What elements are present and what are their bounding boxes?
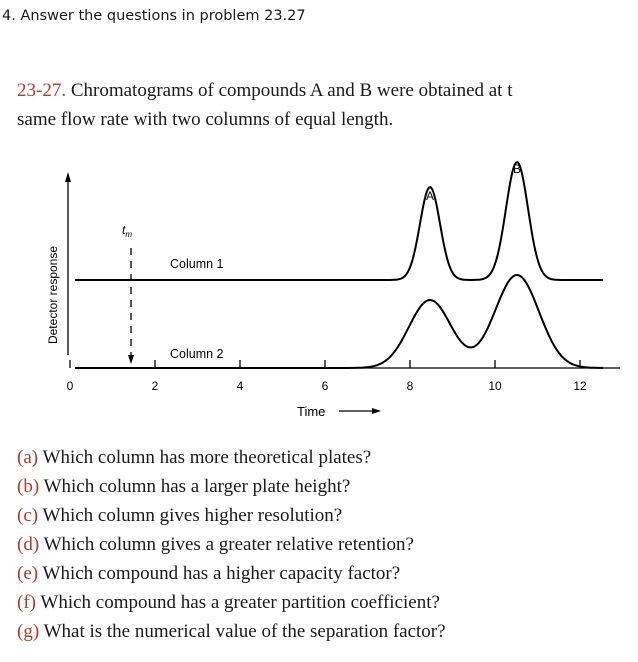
question-text: What is the numerical value of the separation factor? bbox=[43, 621, 446, 642]
chromatogram-figure bbox=[0, 150, 638, 430]
y-axis-label: Detector response bbox=[46, 245, 60, 345]
time-arrowhead bbox=[372, 408, 381, 414]
column-1-trace bbox=[75, 162, 603, 280]
question-text: Which column gives higher resolution? bbox=[42, 505, 343, 526]
column-2-label: Column 2 bbox=[170, 347, 224, 361]
x-tick-label: 12 bbox=[573, 379, 587, 393]
problem-statement bbox=[17, 76, 638, 134]
x-tick-label: 2 bbox=[151, 379, 159, 393]
question-list bbox=[17, 443, 446, 646]
question-item bbox=[17, 472, 446, 501]
question-letter: (a) bbox=[17, 447, 39, 468]
y-axis-arrowhead bbox=[65, 172, 71, 182]
tm-label: $t_m$ bbox=[122, 223, 133, 239]
problem-number: 23-27. bbox=[17, 80, 67, 101]
question-item bbox=[17, 588, 446, 617]
question-item bbox=[17, 530, 446, 559]
column-2-trace bbox=[75, 275, 603, 368]
question-letter: (d) bbox=[17, 534, 40, 555]
problem-text-1: Chromatograms of compounds A and B were obtained at t bbox=[70, 80, 513, 101]
x-tick-label: 0 bbox=[66, 379, 74, 393]
question-letter: (e) bbox=[17, 563, 39, 584]
problem-line-1 bbox=[17, 76, 638, 105]
question-item bbox=[17, 559, 446, 588]
x-axis-label: Time bbox=[297, 404, 326, 419]
question-letter: (g) bbox=[17, 621, 40, 642]
question-item bbox=[17, 501, 446, 530]
question-text: Which column has a larger plate height? bbox=[43, 476, 351, 497]
question-text: Which compound has a greater partition coefficient? bbox=[40, 592, 440, 613]
tm-arrowhead bbox=[128, 355, 134, 364]
x-axis-ticks bbox=[67, 360, 587, 393]
question-text: Which column gives a greater relative retention? bbox=[43, 534, 414, 555]
question-letter: (c) bbox=[17, 505, 39, 526]
question-item bbox=[17, 443, 446, 472]
peak-a-label: A bbox=[425, 189, 435, 203]
x-tick-label: 4 bbox=[236, 379, 244, 393]
question-letter: (b) bbox=[17, 476, 40, 497]
column-1-label: Column 1 bbox=[170, 257, 224, 271]
peak-b-label: B bbox=[512, 162, 522, 176]
x-tick-label: 6 bbox=[321, 379, 329, 393]
chromatogram-svg bbox=[0, 150, 638, 430]
problem-line-2: same flow rate with two columns of equal length. bbox=[17, 109, 394, 130]
question-item bbox=[17, 617, 446, 646]
x-tick-label: 10 bbox=[488, 379, 502, 393]
x-tick-label: 8 bbox=[406, 379, 414, 393]
question-text: Which compound has a higher capacity factor? bbox=[42, 563, 401, 584]
question-letter: (f) bbox=[17, 592, 36, 613]
assignment-header: 4. Answer the questions in problem 23.27 bbox=[2, 8, 306, 24]
question-text: Which column has more theoretical plates? bbox=[42, 447, 372, 468]
